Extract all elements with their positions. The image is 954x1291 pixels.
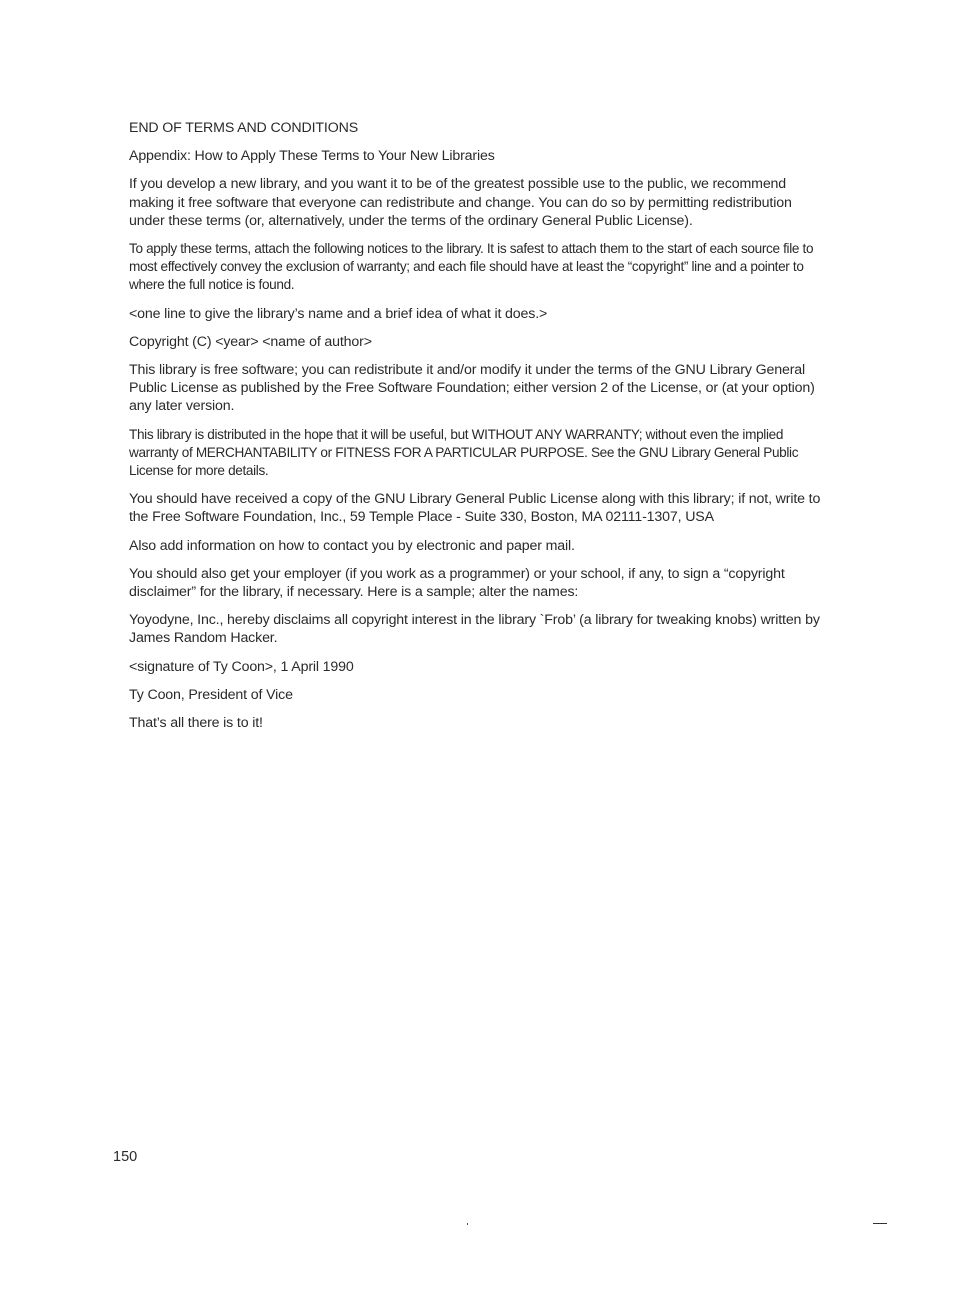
paragraph-sample-disclaimer: Yoyodyne, Inc., hereby disclaims all copyright interest in the library `Frob’ (a library for tweaking knobs) written by James Random Hacker. (129, 612, 820, 647)
paragraph-develop-library: If you develop a new library, and you want it to be of the greatest possible use to the public, we recommend making it free software that everyone can redistribute and change. You can do so by permitting redistribution under these terms (or, alternatively, under the terms of the ordinary General Public License). (129, 176, 792, 229)
paragraph-warranty-notice: This library is distributed in the hope that it will be useful, but WITHOUT ANY WARRANTY; without even the implied warranty of MERCHANTABILITY or FITNESS FOR A PARTICULAR PURPOSE. See the GNU Library General Public License for more details. (129, 426, 799, 479)
paragraph-contact-info: Also add information on how to contact you by electronic and paper mail. (129, 537, 575, 554)
page-content (129, 119, 829, 742)
end-of-terms-heading: END OF TERMS AND CONDITIONS (129, 120, 359, 136)
paragraph-free-software-notice: This library is free software; you can redistribute it and/or modify it under the terms of the GNU Library General Public License as published by the Free Software Foundation; either version 2 of the License, or (at your option) any later version. (129, 362, 815, 415)
crop-mark-center (467, 1223, 468, 1225)
paragraph-signer-title: Ty Coon, President of Vice (129, 686, 293, 703)
paragraph-signature: <signature of Ty Coon>, 1 April 1990 (129, 658, 354, 675)
crop-mark-right (873, 1223, 887, 1224)
paragraph-employer-disclaimer: You should also get your employer (if you work as a programmer) or your school, if any, to sign a “copyright disclaimer” for the library, if necessary. Here is a sample; alter the names: (129, 565, 785, 601)
paragraph-copyright-line: Copyright (C) <year> <name of author> (129, 333, 372, 350)
paragraph-closing: That’s all there is to it! (129, 715, 263, 732)
paragraph-received-copy: You should have received a copy of the GNU Library General Public License along with this library; if not, write to the Free Software Foundation, Inc., 59 Temple Place - Suite 330, Boston, MA 02111-1307, USA (129, 491, 821, 526)
paragraph-one-line-description: <one line to give the library’s name and a brief idea of what it does.> (129, 305, 548, 322)
paragraph-apply-terms: To apply these terms, attach the following notices to the library. It is safest to attach them to the start of each source file to most effectively convey the exclusion of warranty; and each file should have at least the “copyright” line and a pointer to where the full notice is found. (129, 241, 814, 293)
page-number: 150 (113, 1149, 138, 1165)
appendix-heading: Appendix: How to Apply These Terms to Your New Libraries (129, 148, 495, 165)
